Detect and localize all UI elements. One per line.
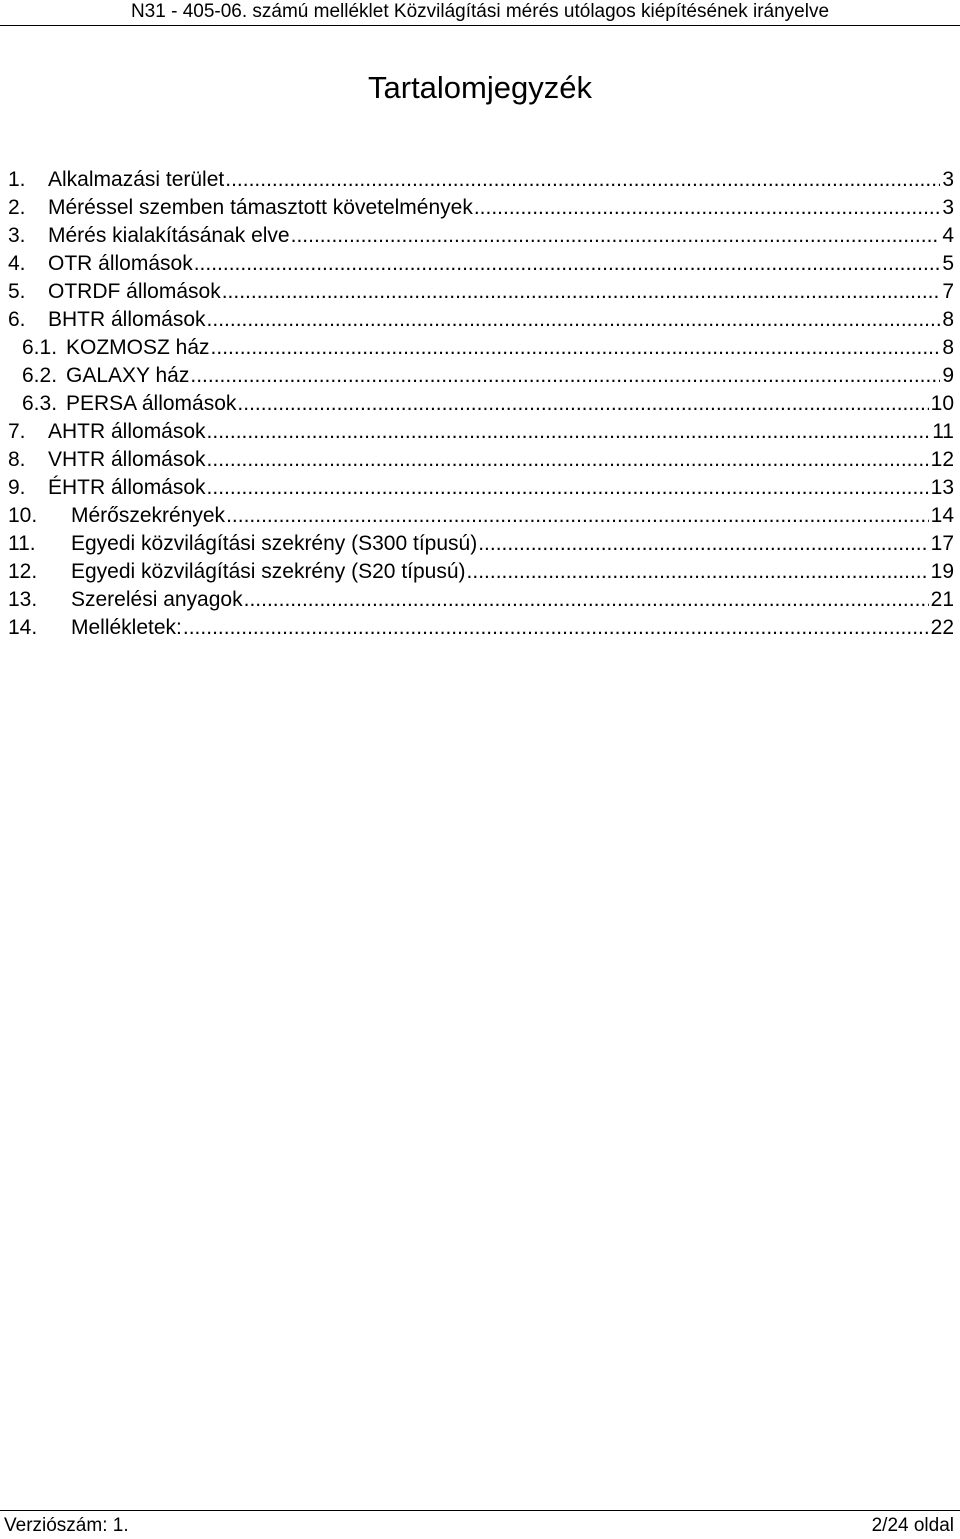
toc-entry-number: 6.2. [22,364,58,387]
toc-entry-page[interactable]: 10 [930,392,954,415]
toc-entry-title[interactable]: Méréssel szemben támasztott követelmények [48,196,473,219]
toc-entry-title[interactable]: GALAXY ház [66,364,190,387]
toc-entry-number: 3. [8,224,26,247]
toc-entry-title[interactable]: Mérőszekrények [71,504,226,527]
toc-entry-number: 12. [8,560,38,583]
toc-entry-number: 14. [8,616,38,639]
toc-entry-title[interactable]: Mellékletek: [71,616,182,639]
toc-entry[interactable] [8,222,954,250]
toc-entry-title[interactable]: Alkalmazási terület [48,168,225,191]
version-label: Verziószám: 1. [4,1515,129,1536]
toc-entry-title[interactable]: OTR állomások [48,252,193,275]
toc-entry-page[interactable]: 3 [942,168,954,191]
toc-entry[interactable] [8,278,954,306]
toc-entry[interactable] [8,418,954,446]
toc-entry-title[interactable]: AHTR állomások [48,420,206,443]
table-of-contents [8,166,954,642]
toc-entry-page[interactable]: 13 [930,476,954,499]
toc-entry-title[interactable]: Egyedi közvilágítási szekrény (S300 típusú) [71,532,478,555]
dot-leader [222,278,940,306]
toc-title: Tartalomjegyzék [368,70,592,105]
toc-entry-page[interactable]: 14 [930,504,954,527]
dot-leader [225,166,940,194]
toc-entry-number: 10. [8,504,38,527]
toc-entry-title[interactable]: Mérés kialakításának elve [48,224,290,247]
toc-entry[interactable] [8,446,954,474]
toc-entry[interactable] [8,586,954,614]
toc-entry-number: 6. [8,308,26,331]
toc-entry-number: 7. [8,420,26,443]
toc-entry[interactable] [8,390,954,418]
toc-entry-page[interactable]: 8 [942,336,954,359]
dot-leader [190,362,940,390]
toc-entry-page[interactable]: 7 [942,280,954,303]
toc-entry-page[interactable]: 22 [930,616,954,639]
toc-entry-page[interactable]: 11 [932,420,954,443]
toc-entry-page[interactable]: 17 [930,532,954,555]
toc-entry[interactable] [8,530,954,558]
toc-entry-number: 9. [8,476,26,499]
toc-entry[interactable] [8,614,954,642]
toc-entry-number: 8. [8,448,26,471]
toc-entry-page[interactable]: 4 [942,224,954,247]
toc-entry-number: 1. [8,168,26,191]
toc-entry-title[interactable]: OTRDF állomások [48,280,221,303]
toc-entry-page[interactable]: 9 [942,364,954,387]
toc-entry-page[interactable]: 19 [930,560,954,583]
toc-entry[interactable] [8,558,954,586]
toc-entry[interactable] [8,250,954,278]
page-footer [0,1510,960,1538]
dot-leader [474,194,940,222]
dot-leader [478,530,928,558]
toc-entry-number: 5. [8,280,26,303]
dot-leader [226,502,929,530]
toc-entry[interactable] [8,502,954,530]
toc-entry[interactable] [8,362,954,390]
toc-entry[interactable] [8,306,954,334]
toc-entry-number: 6.3. [22,392,58,415]
page-number: 2/24 oldal [871,1515,954,1536]
dot-leader [207,446,929,474]
page-header [0,0,960,26]
toc-entry-title[interactable]: PERSA állomások [66,392,237,415]
toc-entry-number: 13. [8,588,38,611]
toc-entry-page[interactable]: 5 [942,252,954,275]
dot-leader [211,334,940,362]
dot-leader [237,390,928,418]
toc-entry-number: 2. [8,196,26,219]
toc-entry-title[interactable]: Szerelési anyagok [71,588,243,611]
toc-entry[interactable] [8,194,954,222]
toc-entry-title[interactable]: VHTR állomások [48,448,206,471]
toc-entry-page[interactable]: 8 [942,308,954,331]
toc-entry-number: 4. [8,252,26,275]
header-text: N31 - 405-06. számú melléklet Közvilágítási mérés utólagos kiépítésének irányelve [130,1,830,22]
toc-entry[interactable] [8,166,954,194]
toc-entry-title[interactable]: Egyedi közvilágítási szekrény (S20 típusú) [71,560,466,583]
toc-entry-number: 6.1. [22,336,58,359]
toc-entry[interactable] [8,474,954,502]
toc-entry-title[interactable]: KOZMOSZ ház [66,336,210,359]
toc-entry-page[interactable]: 21 [930,588,954,611]
dot-leader [194,250,940,278]
toc-entry-title[interactable]: BHTR állomások [48,308,206,331]
dot-leader [244,586,929,614]
dot-leader [467,558,929,586]
dot-leader [183,614,929,642]
dot-leader [291,222,940,250]
dot-leader [207,418,931,446]
dot-leader [207,306,940,334]
dot-leader [207,474,929,502]
toc-entry-number: 11. [8,532,36,555]
toc-entry[interactable] [8,334,954,362]
toc-entry-title[interactable]: ÉHTR állomások [48,476,206,499]
toc-entry-page[interactable]: 3 [942,196,954,219]
toc-entry-page[interactable]: 12 [930,448,954,471]
